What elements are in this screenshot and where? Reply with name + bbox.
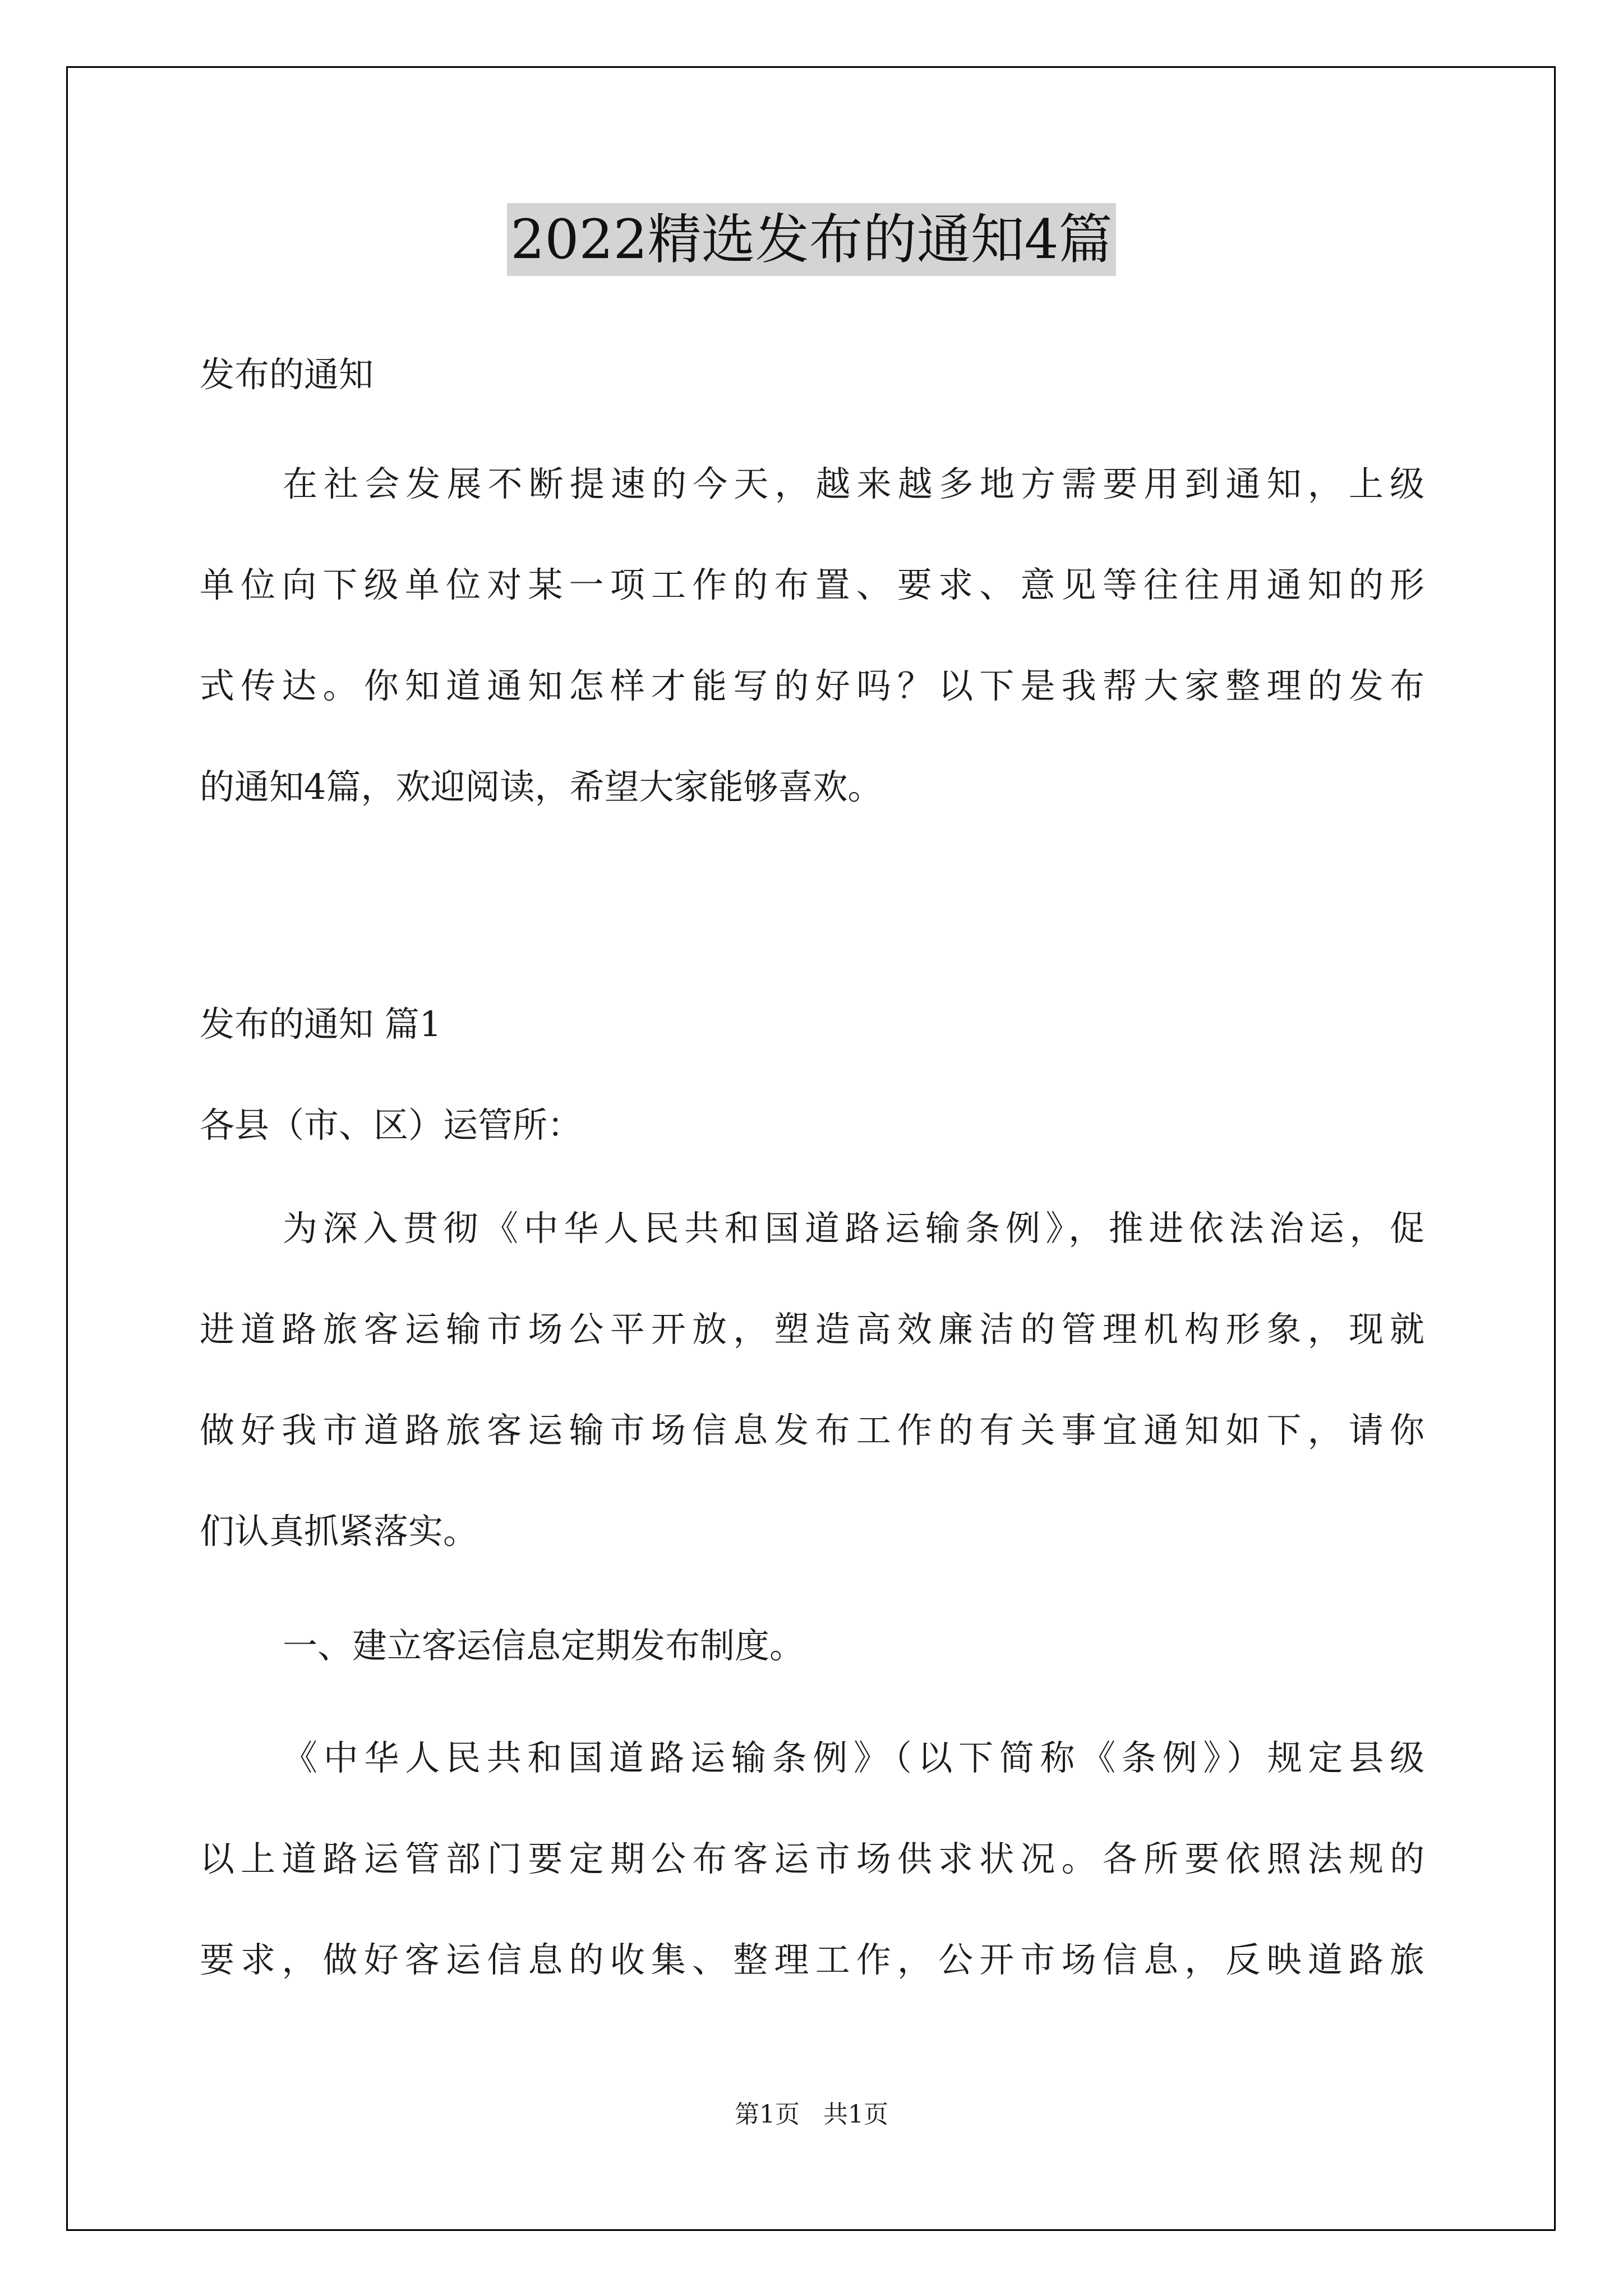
intro-line-1: 在社会发展不断提速的今天，越来越多地方需要用到通知，上级 bbox=[283, 463, 1424, 504]
section1-heading: 发布的通知 篇1 bbox=[200, 1004, 442, 1045]
para2-line-2: 以上道路运管部门要定期公布客运市场供求状况。各所要依照法规的 bbox=[200, 1838, 1424, 1879]
title-container bbox=[0, 203, 1623, 276]
para1-line-4: 们认真抓紧落实。 bbox=[200, 1511, 478, 1552]
intro-line-4: 的通知4篇，欢迎阅读，希望大家能够喜欢。 bbox=[200, 766, 883, 807]
addressee: 各县（市、区）运管所： bbox=[200, 1105, 583, 1145]
para2-line-3: 要求，做好客运信息的收集、整理工作，公开市场信息，反映道路旅 bbox=[200, 1939, 1424, 1980]
para1-line-2: 进道路旅客运输市场公平开放，塑造高效廉洁的管理机构形象，现就 bbox=[200, 1309, 1424, 1350]
intro-line-2: 单位向下级单位对某一项工作的布置、要求、意见等往往用通知的形 bbox=[200, 564, 1424, 605]
para1-line-1: 为深入贯彻《中华人民共和国道路运输条例》，推进依法治运，促 bbox=[283, 1208, 1424, 1249]
intro-heading: 发布的通知 bbox=[200, 354, 374, 395]
document-title: 2022精选发布的通知4篇 bbox=[507, 203, 1115, 276]
point-1-heading: 一、建立客运信息定期发布制度。 bbox=[283, 1625, 805, 1666]
para2-line-1: 《中华人民共和国道路运输条例》（以下简称《条例》）规定县级 bbox=[283, 1737, 1424, 1778]
page-footer: 第1页 共1页 bbox=[735, 2100, 888, 2129]
para1-line-3: 做好我市道路旅客运输市场信息发布工作的有关事宜通知如下，请你 bbox=[200, 1410, 1424, 1451]
intro-line-3: 式传达。你知道通知怎样才能写的好吗？以下是我帮大家整理的发布 bbox=[200, 665, 1424, 706]
